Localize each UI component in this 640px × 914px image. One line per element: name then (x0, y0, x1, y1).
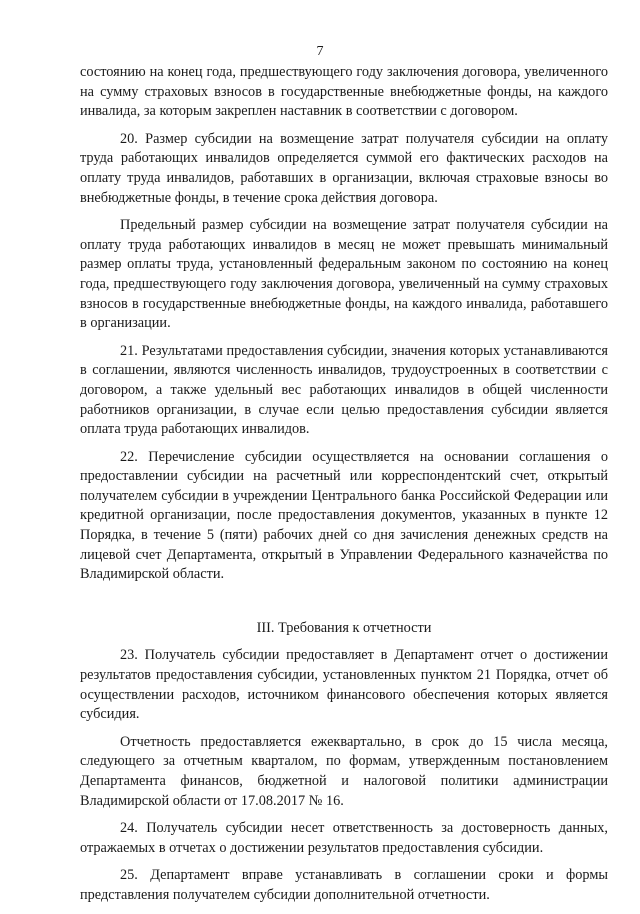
paragraph-22: 22. Перечисление субсидии осуществляется на основании соглашения о предоставлении субсидии на расчетный или корреспондентский счет, открытый получателем субсидии в учреждении Центрального банка Российской Федерации или кредитной организации, после предоставления документов, указанных в пункте 12 Порядка, в течение 5 (пяти) рабочих дней со дня зачисления денежных средств на лицевой счет Департамента, открытый в Управлении Федерального казначейства по Владимирской области. (80, 448, 608, 583)
document-body (80, 63, 608, 914)
paragraph-continuation: состоянию на конец года, предшествующего году заключения договора, увеличенного на сумму страховых взносов в государственные внебюджетные фонды, на каждого инвалида, за которым закреплен наставник в соответствии с договором. (80, 64, 608, 120)
paragraph-20-limit: Предельный размер субсидии на возмещение затрат получателя субсидии на оплату труда работающих инвалидов в месяц не может превышать минимальный размер оплаты труда, установленный федеральным законом по состоянию на конец года, предшествующего году заключения договора, увеличенный на сумму страховых взносов в государственные внебюджетные фонды, на каждого инвалида, работавшего в организации. (80, 217, 608, 332)
section-title: III. Требования к отчетности (256, 619, 432, 636)
paragraph-24: 24. Получатель субсидии несет ответственность за достоверность данных, отражаемых в отчетах о достижении результатов предоставления субсидии. (80, 820, 608, 856)
paragraph-23-reporting: Отчетность предоставляется ежеквартально, в срок до 15 числа месяца, следующего за отчетным кварталом, по формам, утвержденным постановлением Департамента финансов, бюджетной и налоговой политики администрации Владимирской области от 17.08.2017 № 16. (80, 733, 608, 809)
page-number: 7 (316, 44, 324, 59)
paragraph-20: 20. Размер субсидии на возмещение затрат получателя субсидии на оплату труда работающих инвалидов определяется суммой его фактических расходов на оплату труда инвалидов, работавших в организации, включая страховые взносы во внебюджетные фонды, в течение срока действия договора. (80, 130, 608, 206)
paragraph-21: 21. Результатами предоставления субсидии, значения которых устанавливаются в соглашении, являются численность инвалидов, трудоустроенных в соответствии с договором, а также удельный вес работающих инвалидов в общей численности работников организации, в случае если целью предоставления субсидии является оплата труда работающих инвалидов. (80, 342, 608, 438)
paragraph-25: 25. Департамент вправе устанавливать в соглашении сроки и формы представления получателем субсидии дополнительной отчетности. (80, 867, 608, 903)
paragraph-23: 23. Получатель субсидии предоставляет в Департамент отчет о достижении результатов предоставления субсидии, установленных пунктом 21 Порядка, отчет об осуществлении расходов, источником финансового обеспечения которых является субсидия. (80, 647, 608, 723)
